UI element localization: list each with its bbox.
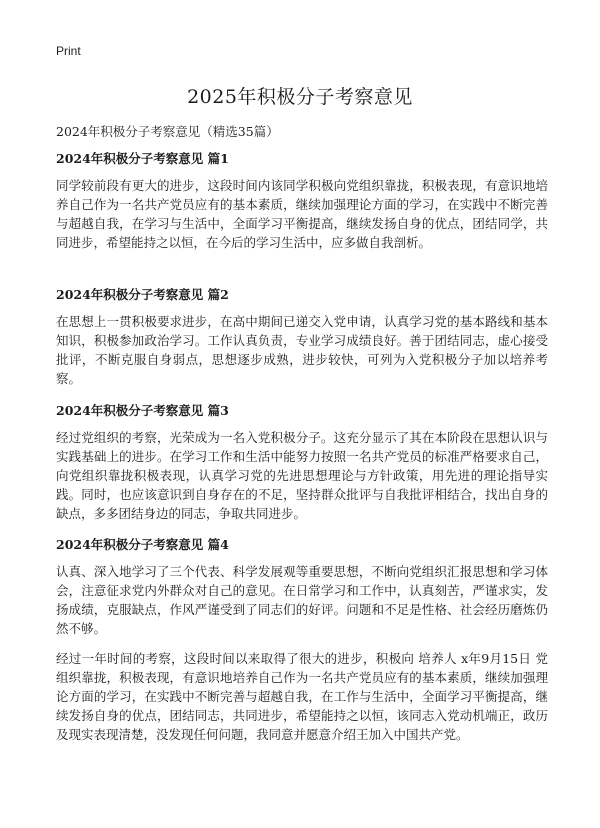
section-heading: 2024年积极分子考察意见 篇4 [56, 537, 229, 552]
section-1 [56, 150, 548, 252]
print-link[interactable]: Print [56, 44, 81, 58]
document-subtitle: 2024年积极分子考察意见（精选35篇） [56, 124, 279, 139]
section-4 [56, 536, 548, 744]
page-title: 2025年积极分子考察意见 [187, 86, 413, 108]
section-2 [56, 286, 548, 388]
section-paragraph: 在思想上一贯积极要求进步，在高中期间已递交入党申请，认真学习党的基本路线和基本知识，积极参加政治学习。工作认真负责，专业学习成绩良好。善于团结同志，虚心接受批评，不断克服自身弱点，思想逐步成熟，进步较快，可列为入党积极分子加以培养考察。 [56, 314, 548, 386]
section-3 [56, 402, 548, 523]
section-paragraph: 认真、深入地学习了三个代表、科学发展观等重要思想，不断向党组织汇报思想和学习体会，注意征求党内外群众对自己的意见。在日常学习和工作中，认真刻苦，严谨求实，发扬成绩，克服缺点，作风严谨受到了同志们的好评。问题和不足是性格、社会经历磨炼仍然不够。 [56, 564, 548, 636]
section-paragraph: 经过党组织的考察，光荣成为一名入党积极分子。这充分显示了其在本阶段在思想认识与实践基础上的进步。在学习工作和生活中能努力按照一名共产党员的标准严格要求自己，向党组织靠拢积极表现，认真学习党的先进思想理论与方针政策，用先进的理论指导实践。同时，也应该意识到自身存在的不足，坚持群众批评与自我批评相结合，找出自身的缺点，多多团结身边的同志，争取共同进步。 [56, 430, 548, 521]
section-paragraph: 同学较前段有更大的进步，这段时间内该同学积极向党组织靠拢，积极表现，有意识地培养自己作为一名共产党员应有的基本素质，继续加强理论方面的学习，在实践中不断完善与超越自我，在学习与生活中，全面学习平衡提高，继续发扬自身的优点，团结同学，共同进步，希望能持之以恒，在今后的学习生活中，应多做自我剖析。 [56, 178, 548, 250]
section-heading: 2024年积极分子考察意见 篇3 [56, 403, 229, 418]
section-paragraph: 经过一年时间的考察，这段时间以来取得了很大的进步，积极向 培养人 x年9月15日 党组织靠拢，积极表现，有意识地培养自己作为一名共产党员应有的基本素质，继续加强理论方面的学习，在实践中不断完善与超越自我，在工作与生活中，全面学习平衡提高，继续发扬自身的优点，团结同志，共同进步，希望能持之以恒，该同志入党动机端正，政历及现实表现清楚，没发现任何问题，我同意并愿意介绍王加入中国共产党。 [56, 651, 548, 742]
section-heading: 2024年积极分子考察意见 篇1 [56, 151, 229, 166]
section-heading: 2024年积极分子考察意见 篇2 [56, 287, 229, 302]
